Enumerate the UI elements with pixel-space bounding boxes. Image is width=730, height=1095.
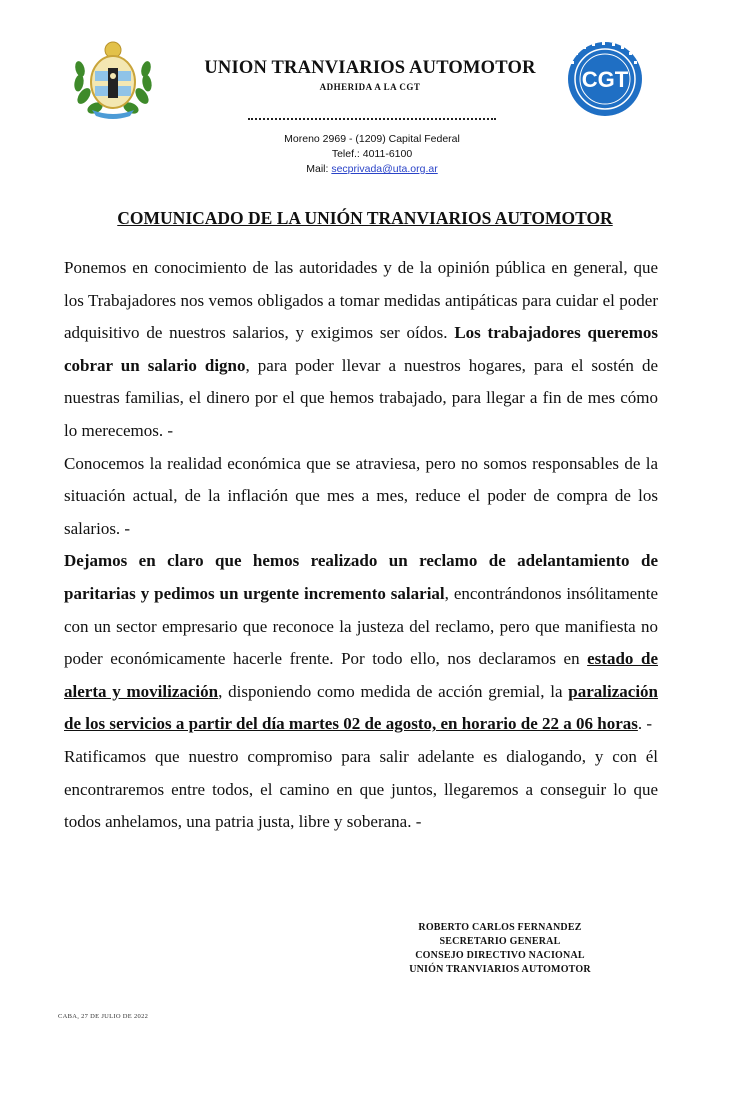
paragraph-1	[64, 252, 658, 448]
cgt-seal-text: CGT	[581, 67, 629, 92]
contact-block	[248, 132, 496, 177]
p3-text-f: . -	[637, 714, 653, 734]
document-body	[64, 252, 658, 839]
p3-alert-phrase: estado de alerta y movilización	[64, 649, 658, 701]
p3-text-b: , encontrándonos insólitamente con un sector empresario que reconoce la justeza del reclamo, pero que manifiesta no poder económicamente hacerle frente. Por todo ello, nos declaramos en	[64, 583, 658, 669]
signature-block	[380, 921, 620, 977]
p1-bold: Los trabajadores queremos cobrar un salario digno	[64, 323, 658, 375]
paragraph-3	[64, 545, 658, 741]
uta-crest-logo	[70, 38, 156, 120]
signer-role: SECRETARIO GENERAL	[439, 936, 561, 947]
p3-bold: Dejamos en claro que hemos realizado un reclamo de adelantamiento de paritarias y pedimos un urgente incremento salarial	[64, 551, 658, 603]
place-date: CABA, 27 DE JULIO DE 2022	[58, 1013, 149, 1020]
org-affiliation: ADHERIDA A LA CGT	[319, 82, 421, 92]
p3-text-d: , disponiendo como medida de acción gremial, la	[218, 681, 569, 701]
mail-link[interactable]: secprivada@uta.org.ar	[331, 163, 438, 175]
signer-org: UNIÓN TRANVIARIOS AUTOMOTOR	[409, 964, 591, 975]
phone: Telef.: 4011-6100	[331, 148, 413, 160]
p3-strike-phrase: paralización de los servicios a partir del día martes 02 de agosto, en horario de 22 a 06 horas	[64, 681, 659, 734]
address: Moreno 2969 - (1209) Capital Federal	[284, 133, 460, 145]
p1-text-c: , para poder llevar a nuestros hogares, para el sostén de nuestras familias, el dinero por el que hemos trabajado, para llegar a fin de mes cómo lo merecemos. -	[64, 355, 659, 440]
p1-text-a: Ponemos en conocimiento de las autoridades y de la opinión pública en general, que los Trabajadores nos vemos obligados a tomar medidas antipáticas para cuidar el poder adquisitivo de nuestros salarios, y exigimos ser oídos.	[64, 258, 658, 343]
org-name: UNION TRANVIARIOS AUTOMOTOR	[204, 58, 536, 78]
cgt-seal-logo	[566, 40, 644, 118]
mail-line	[248, 162, 496, 177]
signer-name: ROBERTO CARLOS FERNANDEZ	[418, 922, 582, 933]
header-divider	[248, 118, 496, 120]
document-title: COMUNICADO DE LA UNIÓN TRANVIARIOS AUTOMOTOR	[117, 208, 613, 228]
signer-council: CONSEJO DIRECTIVO NACIONAL	[415, 950, 585, 961]
paragraph-2: Conocemos la realidad económica que se atraviesa, pero no somos responsables de la situación actual, de la inflación que mes a mes, reduce el poder de compra de los salarios. -	[64, 453, 658, 538]
mail-label: Mail:	[306, 163, 329, 175]
paragraph-4: Ratificamos que nuestro compromiso para salir adelante es dialogando, y con él encontraremos entre todos, el camino en que juntos, llegaremos a conseguir lo que todos anhelamos, una patria justa, libre y soberana. -	[64, 746, 658, 832]
